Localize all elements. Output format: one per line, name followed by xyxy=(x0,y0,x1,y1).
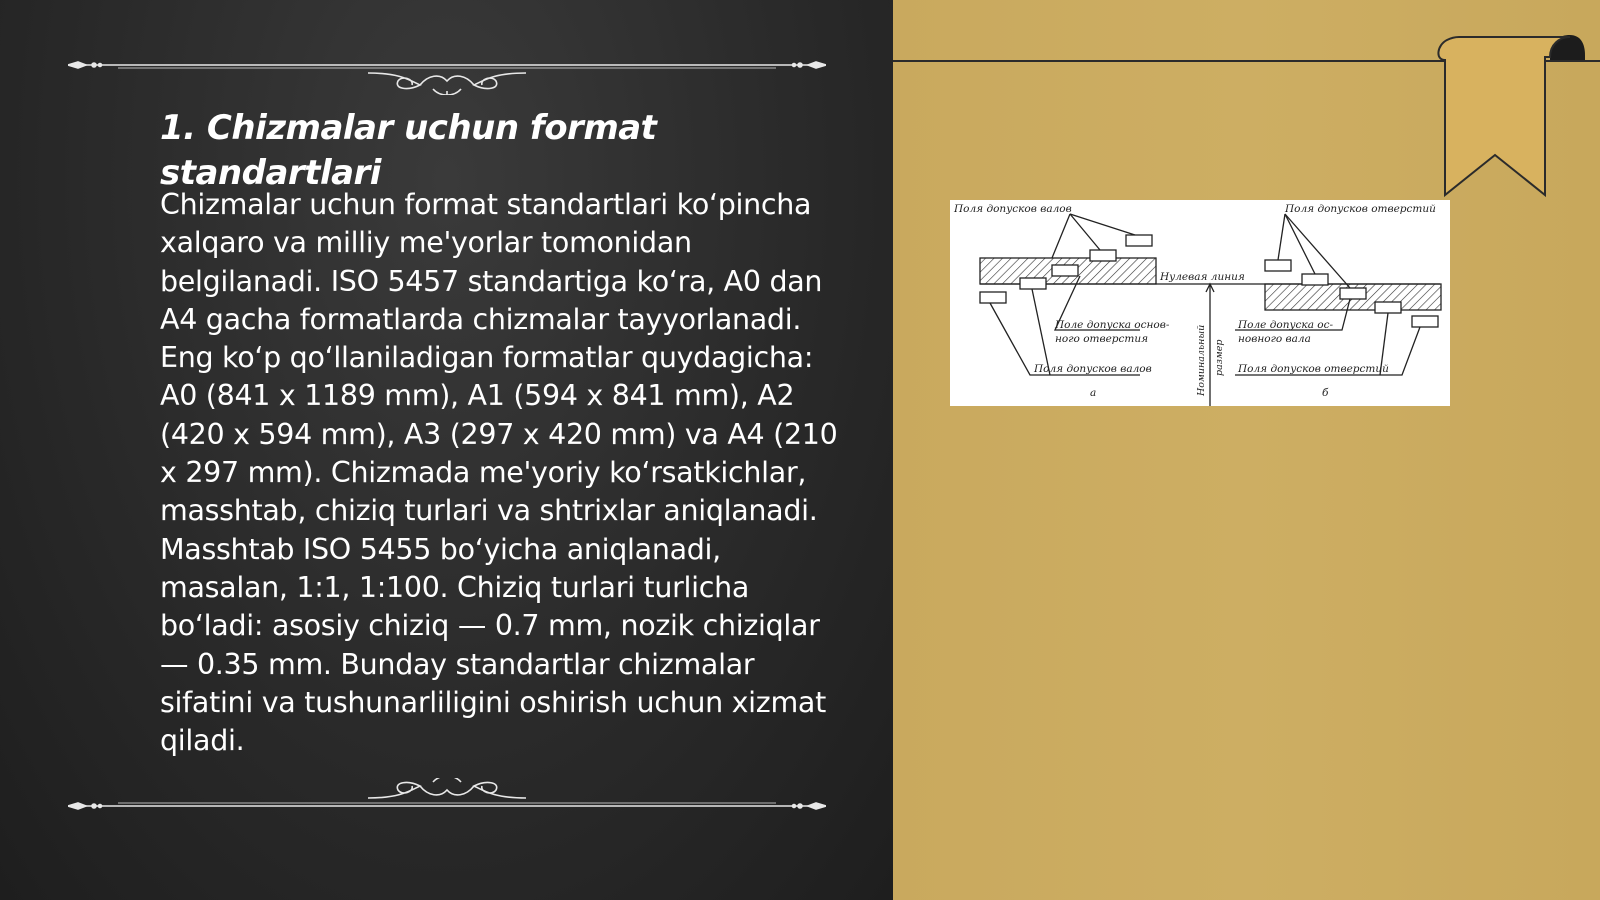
label-shaft-fields-bottom: Поля допусков валов xyxy=(1034,363,1152,375)
label-shaft-fields: Поля допусков валов xyxy=(954,203,1072,215)
bottom-ornament-divider xyxy=(68,778,826,828)
slide-body-text: Chizmalar uchun format standartlari ko‘pincha xalqaro va milliy me'yorlar tomonidan belgilanadi. ISO 5457 standartiga ko‘ra, A0 dan A4 gacha formatlarda chizmalar tayyorlanadi. Eng ko‘p qo‘llaniladigan formatlar quydagicha: A0 (841 x 1189 mm), A1 (594 x 841 mm), A2 (420 x 594 mm), A3 (297 x 420 mm) va A4 (210 x 297 mm). Chizmada me'yoriy ko‘rsatkichlar, masshtab, chiziq turlari va shtrixlar aniqlanadi. Masshtab ISO 5455 bo‘yicha aniqlanadi, masalan, 1:1, 1:100. Chiziq turlari turlicha bo‘ladi: asosiy chiziq — 0.7 mm, nozik chiziqlar — 0.35 mm. Bunday standartlar chizmalar sifatini va tushunarliligini oshirish uchun xizmat qiladi. xyxy=(160,188,838,758)
top-ornament-divider xyxy=(68,45,826,95)
slide-title: 1. Chizmalar uchun format standartlari xyxy=(160,108,657,193)
label-nominal-1: Номинальный xyxy=(1196,324,1207,396)
label-base-hole-1: Поле допуска основ- xyxy=(1055,319,1170,331)
label-base-shaft-1: Поле допуска ос- xyxy=(1238,319,1334,331)
label-base-shaft-2: новного вала xyxy=(1238,333,1311,345)
tolerance-fields-figure xyxy=(950,200,1450,406)
bookmark-ribbon xyxy=(1435,35,1585,200)
label-zero-line: Нулевая линия xyxy=(1160,271,1245,283)
label-hole-fields: Поля допусков отверстий xyxy=(1285,203,1436,215)
label-nominal-2: размер xyxy=(1214,339,1225,376)
label-b: б xyxy=(1322,387,1329,399)
label-hole-fields-bottom: Поля допусков отверстий xyxy=(1238,363,1389,375)
label-a: а xyxy=(1090,387,1097,399)
tolerance-diagram xyxy=(950,200,1450,406)
label-base-hole-2: ного отверстия xyxy=(1055,333,1149,345)
